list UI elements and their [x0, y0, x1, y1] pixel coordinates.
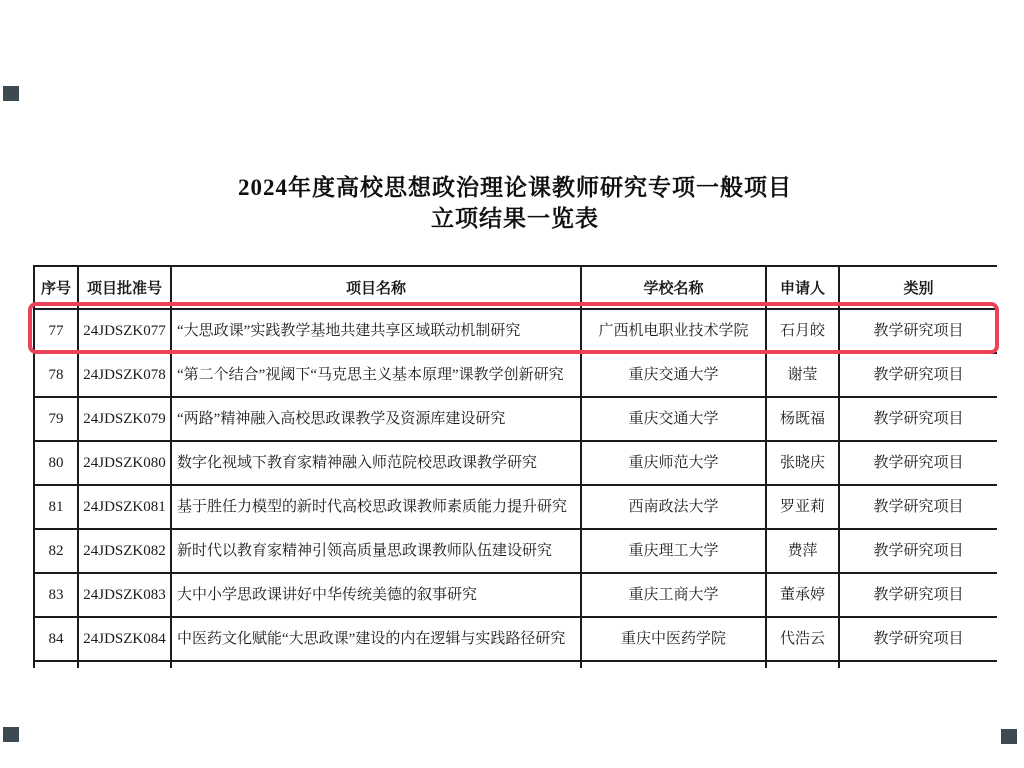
table-row [34, 485, 997, 529]
viewer-corner-marker-bottom-left [3, 727, 19, 742]
document-title-line2: 立项结果一览表 [431, 206, 599, 231]
header-cell-school: 学校名称 [581, 266, 766, 309]
cell-category: 教学研究项目 [839, 573, 997, 617]
cell-category [839, 661, 997, 668]
header-cell-approval-no: 项目批准号 [78, 266, 171, 309]
viewer-corner-marker-bottom-right [1001, 729, 1017, 744]
header-cell-no: 序号 [34, 266, 78, 309]
cell-approval-no: 24JDSZK079 [78, 397, 171, 441]
cell-applicant: 张晓庆 [766, 441, 839, 485]
cell-applicant: 石月皎 [766, 309, 839, 353]
cell-no: 79 [34, 397, 78, 441]
cell-approval-no: 24JDSZK081 [78, 485, 171, 529]
cell-no: 78 [34, 353, 78, 397]
cell-applicant: 董承婷 [766, 573, 839, 617]
cell-category: 教学研究项目 [839, 309, 997, 353]
cell-project: 新时代以教育家精神引领高质量思政课教师队伍建设研究 [171, 529, 581, 573]
cell-approval-no: 24JDSZK080 [78, 441, 171, 485]
cell-category: 教学研究项目 [839, 397, 997, 441]
cell-no: 82 [34, 529, 78, 573]
document-title-line1: 2024年度高校思想政治理论课教师研究专项一般项目 [238, 175, 792, 200]
cell-school: 重庆交通大学 [581, 397, 766, 441]
cell-applicant: 费萍 [766, 529, 839, 573]
cell-school: 重庆交通大学 [581, 353, 766, 397]
cell-project: “第二个结合”视阈下“马克思主义基本原理”课教学创新研究 [171, 353, 581, 397]
cell-no: 77 [34, 309, 78, 353]
viewer-corner-marker-top-left [3, 86, 19, 101]
cell-school: 重庆师范大学 [581, 441, 766, 485]
cell-category: 教学研究项目 [839, 353, 997, 397]
results-table [33, 265, 997, 668]
header-cell-category: 类别 [839, 266, 997, 309]
table-row [34, 617, 997, 661]
cell-project [171, 661, 581, 668]
table-header-row [34, 266, 997, 309]
document-title [33, 172, 997, 234]
header-cell-applicant: 申请人 [766, 266, 839, 309]
table-row [34, 397, 997, 441]
results-table-wrap [33, 265, 997, 668]
cell-project: 基于胜任力模型的新时代高校思政课教师素质能力提升研究 [171, 485, 581, 529]
cell-school: 广西机电职业技术学院 [581, 309, 766, 353]
cell-approval-no: 24JDSZK084 [78, 617, 171, 661]
cell-no: 81 [34, 485, 78, 529]
table-row [34, 573, 997, 617]
cell-approval-no: 24JDSZK077 [78, 309, 171, 353]
cell-applicant: 谢莹 [766, 353, 839, 397]
table-row [34, 529, 997, 573]
cell-project: 大中小学思政课讲好中华传统美德的叙事研究 [171, 573, 581, 617]
cell-category: 教学研究项目 [839, 441, 997, 485]
cell-no: 84 [34, 617, 78, 661]
cell-category: 教学研究项目 [839, 617, 997, 661]
table-row-partial [34, 661, 997, 668]
cell-project: 数字化视域下教育家精神融入师范院校思政课教学研究 [171, 441, 581, 485]
cell-project: “大思政课”实践教学基地共建共享区域联动机制研究 [171, 309, 581, 353]
cell-project: “两路”精神融入高校思政课教学及资源库建设研究 [171, 397, 581, 441]
cell-school: 重庆中医药学院 [581, 617, 766, 661]
table-row [34, 309, 997, 353]
cell-applicant: 杨既福 [766, 397, 839, 441]
cell-school: 西南政法大学 [581, 485, 766, 529]
cell-approval-no: 24JDSZK078 [78, 353, 171, 397]
cell-approval-no [78, 661, 171, 668]
cell-category: 教学研究项目 [839, 529, 997, 573]
cell-school: 重庆理工大学 [581, 529, 766, 573]
cell-school [581, 661, 766, 668]
cell-no: 80 [34, 441, 78, 485]
cell-no [34, 661, 78, 668]
table-row [34, 353, 997, 397]
header-cell-project: 项目名称 [171, 266, 581, 309]
table-body [34, 309, 997, 668]
cell-applicant [766, 661, 839, 668]
cell-approval-no: 24JDSZK083 [78, 573, 171, 617]
table-row [34, 441, 997, 485]
cell-applicant: 罗亚莉 [766, 485, 839, 529]
cell-no: 83 [34, 573, 78, 617]
cell-applicant: 代浩云 [766, 617, 839, 661]
cell-approval-no: 24JDSZK082 [78, 529, 171, 573]
cell-project: 中医药文化赋能“大思政课”建设的内在逻辑与实践路径研究 [171, 617, 581, 661]
cell-school: 重庆工商大学 [581, 573, 766, 617]
cell-category: 教学研究项目 [839, 485, 997, 529]
